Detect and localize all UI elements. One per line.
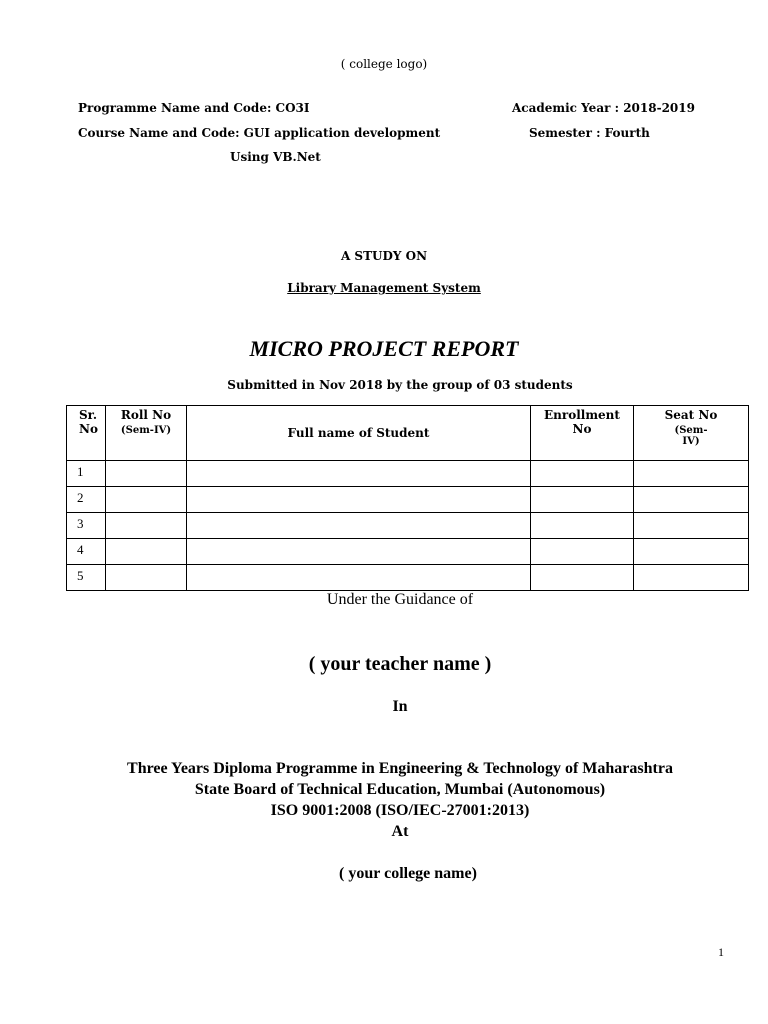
report-title: MICRO PROJECT REPORT [249, 336, 519, 361]
cell-enrollment[interactable] [531, 565, 634, 591]
college-logo-placeholder: ( college logo) [340, 57, 428, 71]
cell-name[interactable] [187, 539, 531, 565]
cell-name[interactable] [187, 565, 531, 591]
header-roll-label: Roll No [120, 408, 172, 422]
college-name-placeholder: ( your college name) [339, 865, 477, 882]
institution-line-iso: ISO 9001:2008 (ISO/IEC-27001:2013) [270, 802, 530, 819]
page-number: 1 [718, 945, 724, 959]
course-name-code: Course Name and Code: GUI application development [78, 126, 441, 140]
table-row [67, 487, 749, 513]
cell-sr: 1 [67, 461, 106, 487]
header-sr-no [67, 406, 106, 461]
cell-roll[interactable] [106, 487, 187, 513]
header-seat-label: Seat No [664, 408, 718, 422]
cell-seat[interactable] [634, 487, 749, 513]
cell-roll[interactable] [106, 461, 187, 487]
cell-name[interactable] [187, 487, 531, 513]
header-roll-sub: (Sem-IV) [120, 425, 172, 436]
header-enrollment-line2: No [572, 422, 592, 436]
student-table [66, 405, 749, 591]
in-label: In [392, 698, 408, 715]
study-label: A STUDY ON [340, 249, 428, 263]
cell-roll[interactable] [106, 539, 187, 565]
cell-name[interactable] [187, 461, 531, 487]
table-row [67, 565, 749, 591]
cell-sr: 4 [67, 539, 106, 565]
cell-enrollment[interactable] [531, 513, 634, 539]
cell-name[interactable] [187, 513, 531, 539]
table-row [67, 513, 749, 539]
cell-sr: 2 [67, 487, 106, 513]
programme-name-code: Programme Name and Code: CO3I [78, 101, 310, 115]
cell-seat[interactable] [634, 565, 749, 591]
cell-enrollment[interactable] [531, 461, 634, 487]
header-enrollment-line1: Enrollment [544, 408, 620, 422]
cell-seat[interactable] [634, 539, 749, 565]
cell-roll[interactable] [106, 513, 187, 539]
cell-enrollment[interactable] [531, 487, 634, 513]
header-seat-no [634, 406, 749, 461]
header-seat-sub-line2: IV) [682, 436, 700, 447]
teacher-name-placeholder: ( your teacher name ) [308, 653, 492, 675]
header-full-name [187, 406, 531, 461]
course-name-continued: Using VB.Net [230, 150, 321, 164]
cell-sr: 3 [67, 513, 106, 539]
institution-line-programme: Three Years Diploma Programme in Engineering & Technology of Maharashtra [127, 760, 673, 777]
submission-note: Submitted in Nov 2018 by the group of 03 students [227, 378, 573, 392]
study-topic: Library Management System [287, 281, 481, 295]
header-enrollment-no [531, 406, 634, 461]
header-sr-line2: No [79, 422, 98, 436]
header-name-label: Full name of Student [287, 426, 430, 440]
cell-enrollment[interactable] [531, 539, 634, 565]
institution-line-at: At [391, 823, 409, 840]
header-sr-line1: Sr. [79, 408, 98, 422]
cell-seat[interactable] [634, 513, 749, 539]
header-roll-no [106, 406, 187, 461]
semester: Semester : Fourth [529, 126, 650, 140]
guidance-label: Under the Guidance of [326, 591, 474, 608]
table-header-row [67, 406, 749, 461]
institution-line-board: State Board of Technical Education, Mumbai (Autonomous) [194, 781, 606, 798]
academic-year: Academic Year : 2018-2019 [512, 101, 695, 115]
cell-roll[interactable] [106, 565, 187, 591]
table-row [67, 539, 749, 565]
header-seat-sub [634, 425, 748, 447]
header-seat-sub-line1: (Sem- [674, 425, 708, 436]
cell-seat[interactable] [634, 461, 749, 487]
cell-sr: 5 [67, 565, 106, 591]
table-row [67, 461, 749, 487]
